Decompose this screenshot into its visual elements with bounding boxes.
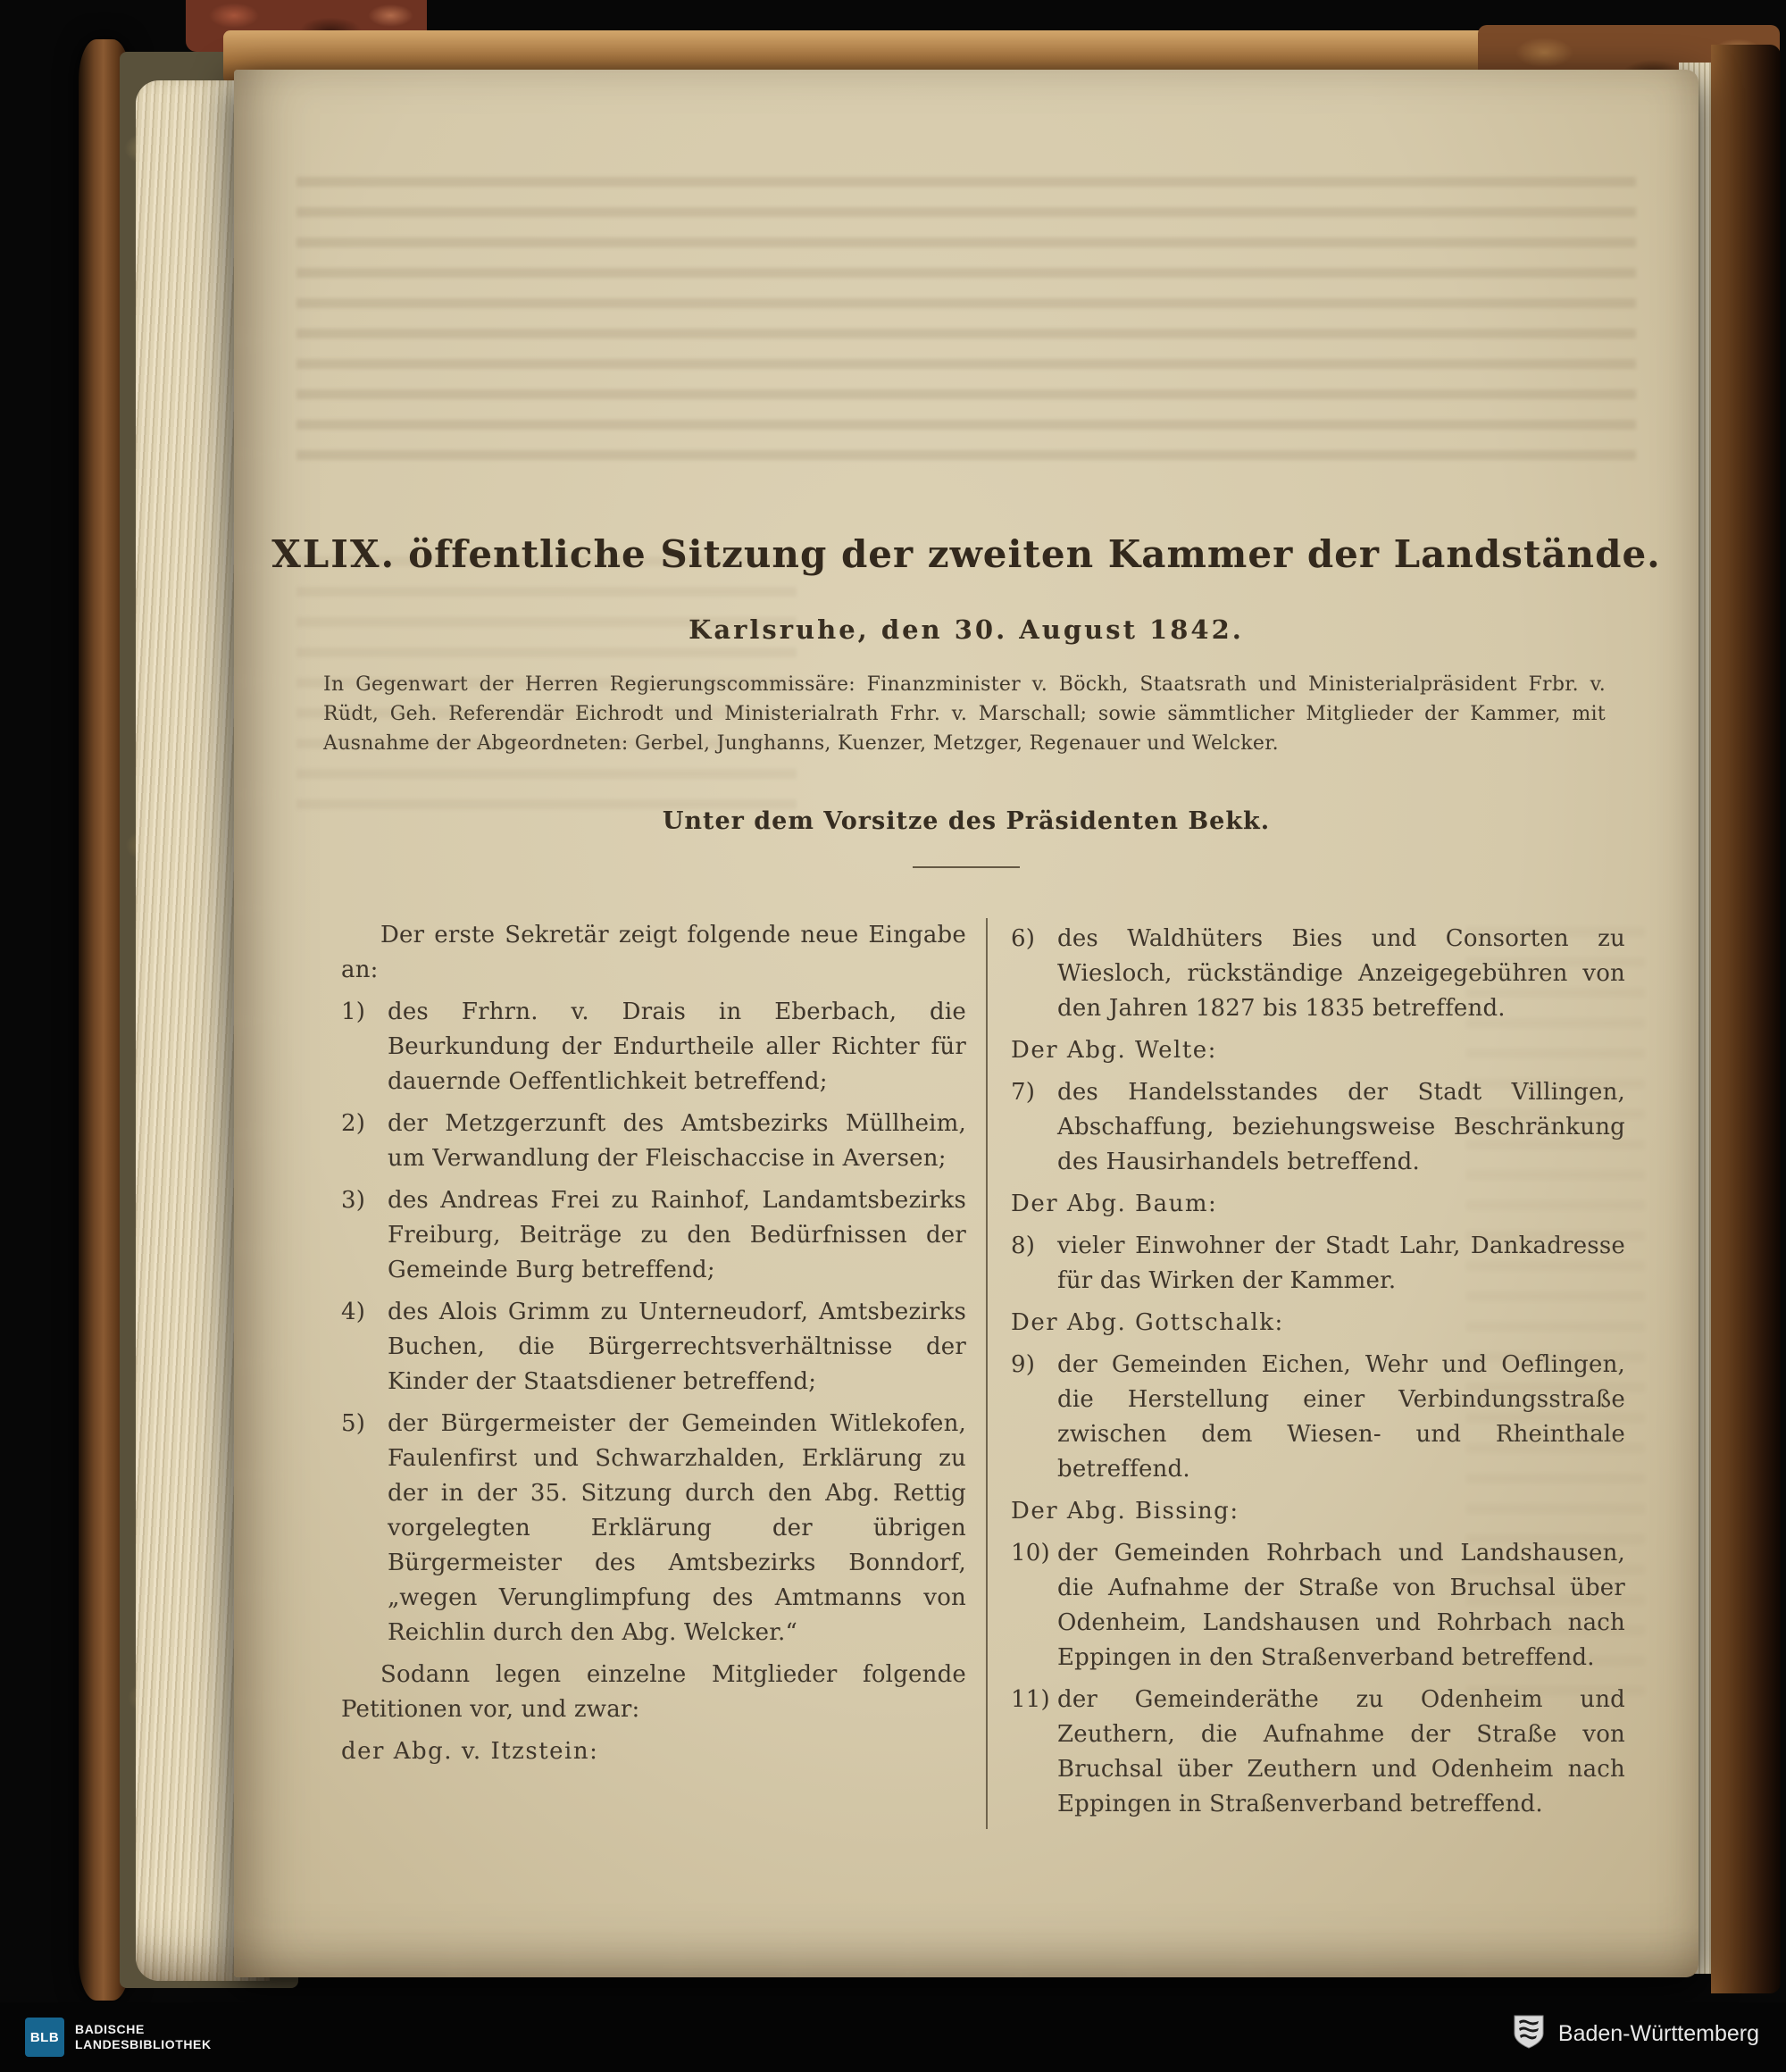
item-number: 6) bbox=[1011, 925, 1036, 952]
scanned-page bbox=[234, 70, 1698, 1977]
left-intro: Der erste Sekretär zeigt folgende neue Eingabe an: bbox=[341, 922, 966, 983]
item-number: 1) bbox=[341, 998, 366, 1025]
petition-item bbox=[1011, 1075, 1625, 1180]
speaker-welte: Der Abg. Welte: bbox=[1011, 1037, 1217, 1064]
item-text: der Bürgermeister der Gemeinden Witlekofen, Faulenfirst und Schwarzhalden, Erklärung zu der in der 35. Sitzung durch den Abg. Rettig vorgelegten Erklärung der übrigen Bürgermeister des Amtsbezirks Bonndorf, „wegen Verunglimpfung des Amtmanns von Reichlin durch den Abg. Welcker.“ bbox=[388, 1410, 966, 1646]
item-number: 4) bbox=[341, 1299, 366, 1325]
petition-item bbox=[341, 1295, 966, 1399]
item-number: 9) bbox=[1011, 1351, 1036, 1378]
item-text: vieler Einwohner der Stadt Lahr, Dankadresse für das Wirken der Kammer. bbox=[1057, 1232, 1625, 1294]
petition-item bbox=[341, 1407, 966, 1650]
petition-item bbox=[1011, 1536, 1625, 1675]
petition-item bbox=[341, 995, 966, 1099]
item-number: 8) bbox=[1011, 1232, 1036, 1259]
speaker-baum: Der Abg. Baum: bbox=[1011, 1191, 1218, 1217]
chair-line: Unter dem Vorsitze des Präsidenten Bekk. bbox=[662, 807, 1271, 835]
item-number: 10) bbox=[1011, 1540, 1050, 1567]
session-title bbox=[234, 532, 1698, 576]
petition-item bbox=[1011, 1229, 1625, 1299]
petition-item bbox=[341, 1183, 966, 1288]
state-logo-link[interactable] bbox=[1512, 2014, 1759, 2054]
session-number: XLIX. bbox=[271, 532, 396, 576]
petition-item bbox=[341, 1107, 966, 1176]
dateline: Karlsruhe, den 30. August 1842. bbox=[689, 614, 1244, 645]
library-logo-link[interactable] bbox=[25, 2018, 212, 2057]
item-text: des Frhrn. v. Drais in Eberbach, die Beurkundung der Endurtheile aller Richter für dauernde Oeffentlichkeit betreffend; bbox=[388, 998, 966, 1095]
speaker-itzstein: der Abg. v. Itzstein: bbox=[341, 1738, 599, 1765]
state-name: Baden-Württemberg bbox=[1557, 2021, 1759, 2046]
speaker-gottschalk: Der Abg. Gottschalk: bbox=[1011, 1309, 1284, 1336]
item-number: 7) bbox=[1011, 1079, 1036, 1106]
petition-item bbox=[1011, 922, 1625, 1026]
library-name-line2: LANDESBIBLIOTHEK bbox=[75, 2037, 212, 2051]
library-name-line1: BADISCHE bbox=[75, 2021, 145, 2036]
speaker-bissing: Der Abg. Bissing: bbox=[1011, 1498, 1239, 1525]
left-outro: Sodann legen einzelne Mitglieder folgende Petitionen vor, und zwar: bbox=[341, 1661, 966, 1723]
item-text: der Gemeinden Rohrbach und Landshausen, die Aufnahme der Straße von Bruchsal über Odenheim, Landshausen und Rohrbach nach Eppingen in den Straßenverband betreffend. bbox=[1057, 1540, 1625, 1671]
item-text: des Alois Grimm zu Unterneudorf, Amtsbezirks Buchen, die Bürgerrechtsverhältnisse der Kinder der Staatsdiener betreffend; bbox=[388, 1299, 966, 1395]
item-text: der Gemeinderäthe zu Odenheim und Zeuthern, die Aufnahme der Straße von Bruchsal über Zeuthern und Odenheim nach Eppingen in Straßenverband betreffend. bbox=[1057, 1686, 1625, 1817]
item-number: 11) bbox=[1011, 1686, 1050, 1713]
session-title-text: öffentliche Sitzung der zweiten Kammer der Landstände. bbox=[408, 532, 1661, 576]
item-text: des Waldhüters Bies und Consorten zu Wiesloch, rückständige Anzeigegebühren von den Jahren 1827 bis 1835 betreffend. bbox=[1057, 925, 1625, 1022]
item-text: des Andreas Frei zu Rainhof, Landamtsbezirks Freiburg, Beiträge zu den Bedürfnissen der Gemeinde Burg betreffend; bbox=[388, 1187, 966, 1283]
text-columns bbox=[341, 918, 1625, 1829]
petition-item bbox=[1011, 1348, 1625, 1487]
right-column bbox=[988, 918, 1625, 1829]
petition-item bbox=[1011, 1683, 1625, 1822]
blb-logo-icon: BLB bbox=[25, 2018, 64, 2057]
item-number: 2) bbox=[341, 1110, 366, 1137]
item-text: des Handelsstandes der Stadt Villingen, Abschaffung, beziehungsweise Beschränkung des Hausirhandels betreffend. bbox=[1057, 1079, 1625, 1175]
left-column bbox=[341, 918, 988, 1829]
viewer-footer bbox=[0, 2002, 1786, 2072]
book-cover-right bbox=[1711, 45, 1781, 1993]
baden-wuerttemberg-coat-of-arms-icon bbox=[1512, 2014, 1546, 2054]
item-number: 3) bbox=[341, 1187, 366, 1214]
presence-note: In Gegenwart der Herren Regierungscommissäre: Finanzminister v. Böckh, Staatsrath und Ministerialpräsident Frbr. v. Rüdt, Geh. Referendär Eichrodt und Ministerialrath Frhr. v. Marschall; sowie sämmtlicher Mitglieder der Kammer, mit Ausnahme der Abgeordneten: Gerbel, Junghanns, Kuenzer, Metzger, Regenauer und Welcker. bbox=[323, 673, 1606, 755]
item-text: der Gemeinden Eichen, Wehr und Oeflingen, die Herstellung einer Verbindungsstraße zwischen dem Wiesen- und Rheinthale betreffend. bbox=[1057, 1351, 1625, 1483]
section-rule bbox=[913, 866, 1020, 868]
item-text: der Metzgerzunft des Amtsbezirks Müllheim, um Verwandlung der Fleischaccise in Aversen; bbox=[388, 1110, 966, 1172]
library-name bbox=[75, 2022, 212, 2053]
item-number: 5) bbox=[341, 1410, 366, 1437]
ink-bleedthrough-top bbox=[296, 177, 1636, 480]
